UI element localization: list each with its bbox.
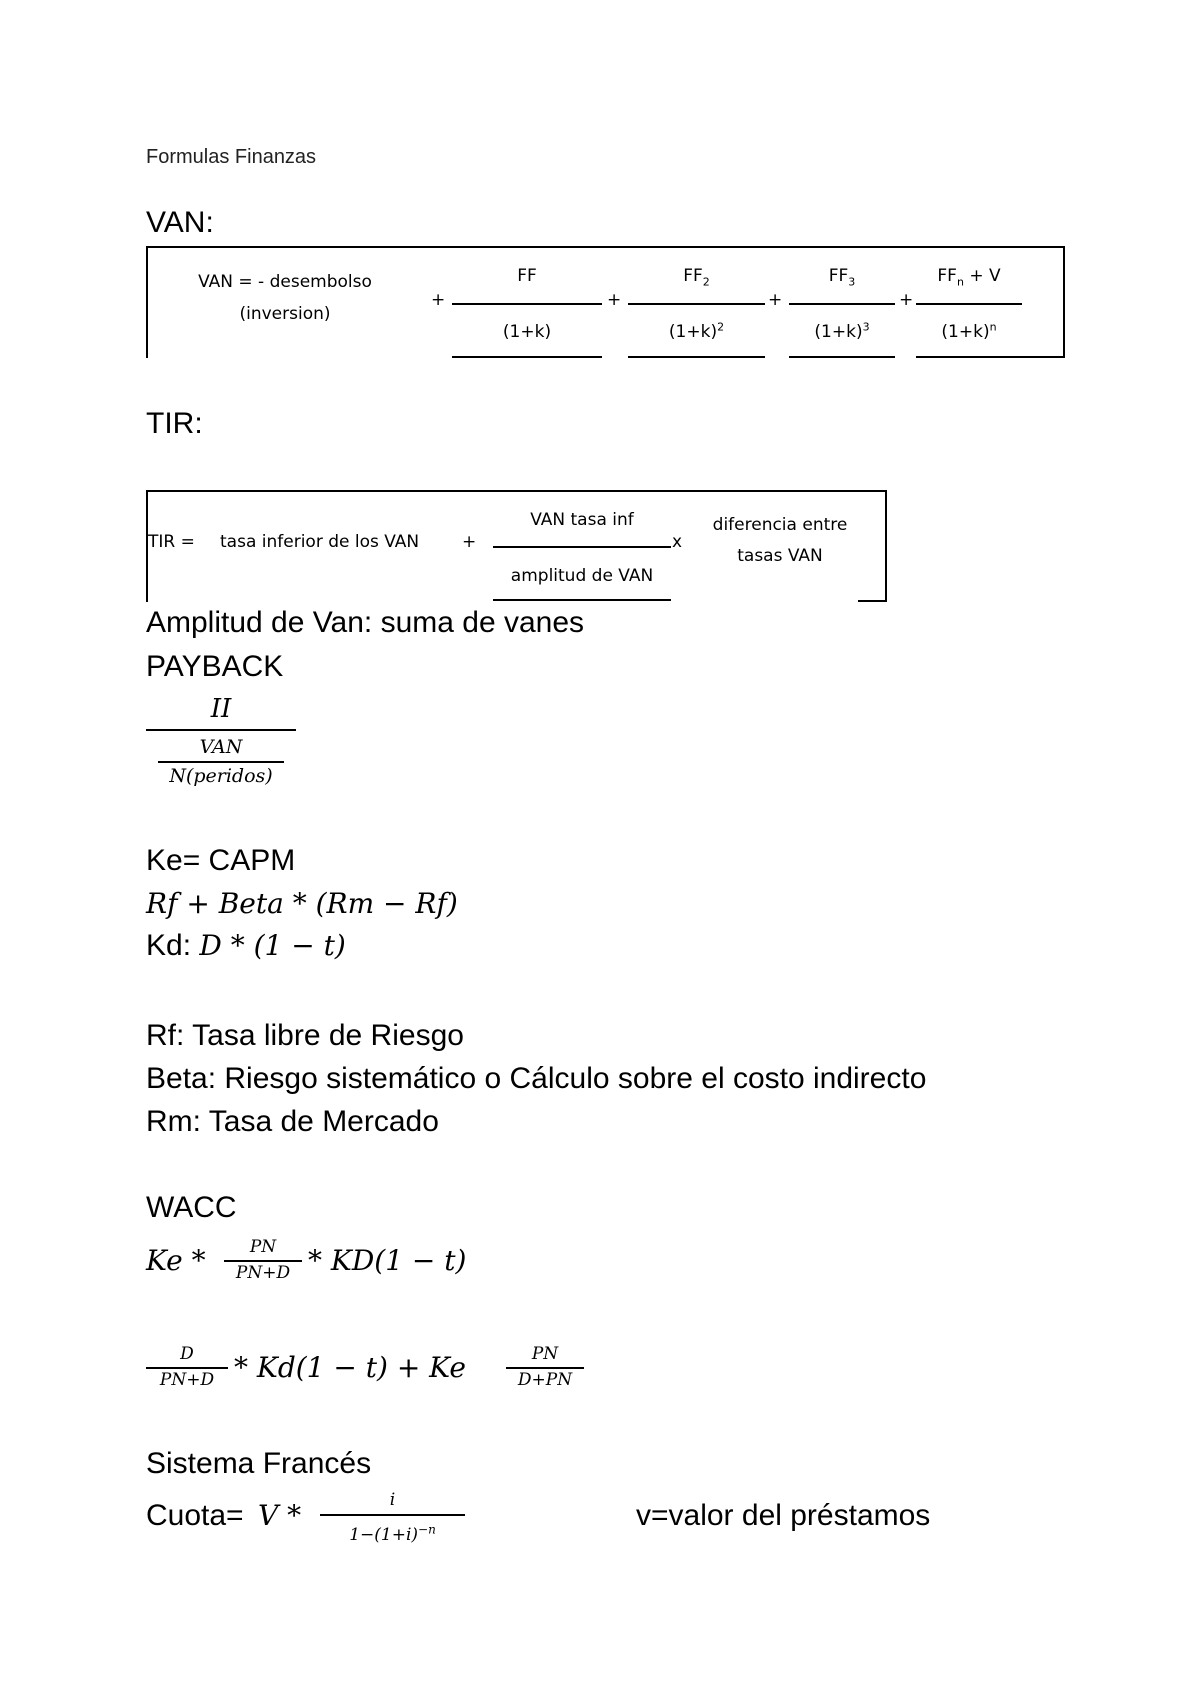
- van-term2-denominator: $(1+k)^2$: [668, 320, 725, 342]
- wacc-heading: WACC: [146, 1191, 237, 1224]
- definition-beta: Beta: Riesgo sistemático o Cálculo sobre el costo indirecto: [146, 1062, 927, 1095]
- van-term3-numerator: $FF_3$: [828, 266, 856, 289]
- times-sign: x: [672, 532, 683, 552]
- tir-lower-rate: tasa inferior de los VAN: [220, 532, 420, 552]
- plus-sign: +: [462, 532, 477, 552]
- van-term4-numerator: $FF_n + V$: [937, 266, 1001, 289]
- tir-lhs: TIR =: [148, 532, 195, 552]
- plus-sign: +: [768, 290, 783, 310]
- definition-rf: Rf: Tasa libre de Riesgo: [146, 1019, 464, 1052]
- van-term4-denominator: $(1+k)^n$: [941, 320, 997, 342]
- document-title: Formulas Finanzas: [146, 146, 317, 168]
- capm-formula: Rf + Beta * (Rm − Rf): [146, 887, 458, 920]
- van-term1-denominator: (1+k): [502, 322, 552, 342]
- van-lhs-line1: VAN = - desembolso: [198, 272, 372, 292]
- frances-heading: Sistema Francés: [146, 1447, 372, 1480]
- van-term1-numerator: FF: [517, 266, 537, 286]
- van-term3-denominator: $(1+k)^3$: [814, 320, 870, 342]
- payback-numerator: II: [210, 694, 232, 724]
- van-heading: VAN:: [146, 206, 214, 239]
- kd-line: [146, 929, 346, 963]
- kd-label: Kd:: [146, 929, 200, 962]
- plus-sign: +: [431, 290, 446, 310]
- payback-inner-numerator: VAN: [199, 736, 243, 758]
- tir-diff-line2: tasas VAN: [737, 546, 823, 566]
- kd-formula: D * (1 − t): [199, 929, 346, 962]
- tir-heading: TIR:: [146, 407, 203, 440]
- tir-diff-line1: diferencia entre: [712, 515, 848, 535]
- definition-rm: Rm: Tasa de Mercado: [146, 1105, 439, 1138]
- tir-denominator: amplitud de VAN: [510, 566, 654, 586]
- van-lhs-line2: (inversion): [239, 304, 331, 324]
- cuota-note: v=valor del préstamos: [636, 1499, 931, 1532]
- van-term2-numerator: $FF_2$: [683, 266, 710, 289]
- plus-sign: +: [607, 290, 622, 310]
- amplitud-definition: Amplitud de Van: suma de vanes: [146, 606, 585, 639]
- tir-numerator: VAN tasa inf: [530, 510, 634, 530]
- payback-inner-denominator: N(peridos): [169, 765, 273, 787]
- plus-sign: +: [899, 290, 914, 310]
- ke-heading: Ke= CAPM: [146, 844, 296, 877]
- cuota-label: Cuota=: [146, 1499, 244, 1532]
- payback-heading: PAYBACK: [146, 650, 284, 683]
